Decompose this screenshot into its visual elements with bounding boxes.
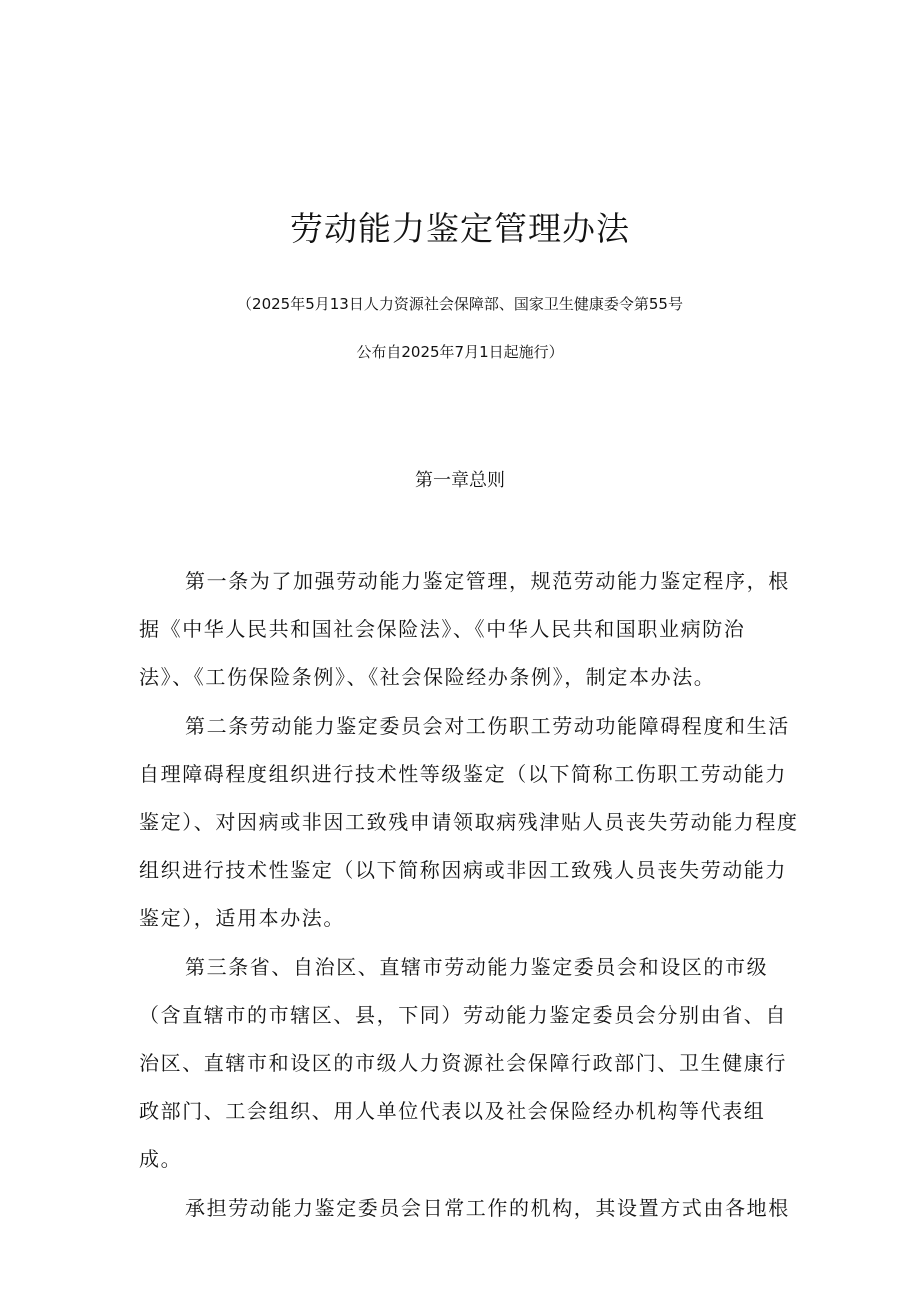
document-title: 劳动能力鉴定管理办法 bbox=[290, 209, 630, 248]
article-2-paragraph: 第二条劳动能力鉴定委员会对工伤职工劳动功能障碍程度和生活自理障碍程度组织进行技术性等级鉴定（以下简称工伤职工劳动能力鉴定）、对因病或非因工致残申请领取病残津贴人员丧失劳动能力程度组织进行技术性鉴定（以下简称因病或非因工致残人员丧失劳动能力鉴定），适用本办法。 bbox=[139, 713, 799, 931]
article-1-paragraph: 第一条为了加强劳动能力鉴定管理，规范劳动能力鉴定程序，根据《中华人民共和国社会保险法》、《中华人民共和国职业病防治法》、《工伤保险条例》、《社会保险经办条例》，制定本办法。 bbox=[139, 569, 790, 690]
promulgation-note-line-2: 公布自2025年7月1日起施行） bbox=[356, 343, 564, 361]
article-3-paragraph: 第三条省、自治区、直辖市劳动能力鉴定委员会和设区的市级（含直辖市的市辖区、县，下同）劳动能力鉴定委员会分别由省、自治区、直辖市和设区的市级人力资源社会保障行政部门、卫生健康行政部门、工会组织、用人单位代表以及社会保险经办机构等代表组成。 bbox=[139, 954, 787, 1172]
chapter-heading: 第一章总则 bbox=[415, 470, 505, 491]
document-body bbox=[139, 557, 799, 1232]
promulgation-note-line-1: （2025年5月13日人力资源社会保障部、国家卫生健康委令第55号 bbox=[237, 295, 683, 313]
article-3-continuation-paragraph: 承担劳动能力鉴定委员会日常工作的机构，其设置方式由各地根 bbox=[185, 1195, 790, 1220]
